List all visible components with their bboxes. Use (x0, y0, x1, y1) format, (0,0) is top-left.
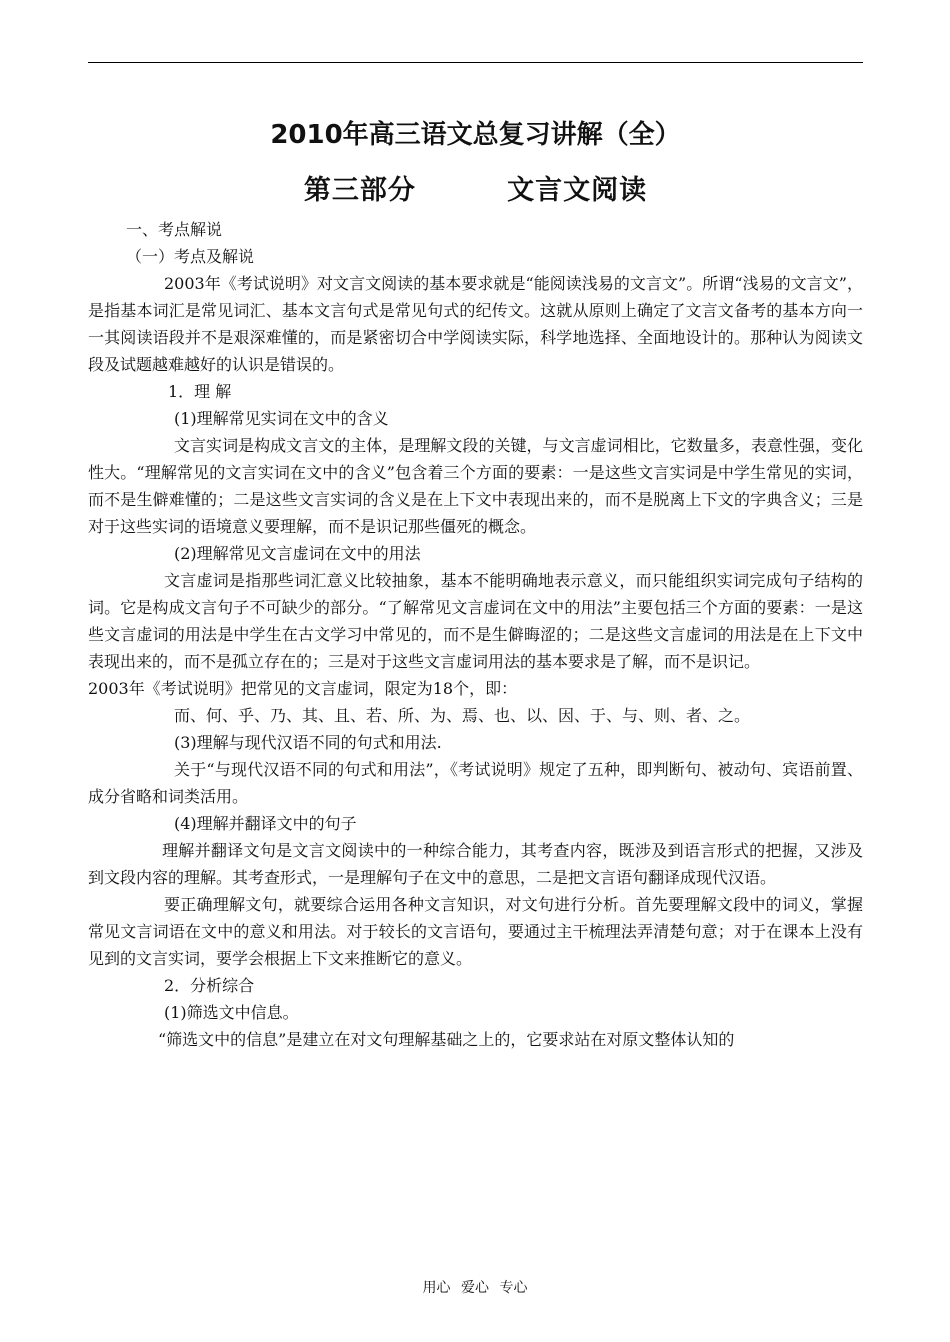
paragraph-content-words: 文言实词是构成文言文的主体，是理解文段的关键，与文言虚词相比，它数量多，表意性强，变化性大。“理解常见的文言实词在文中的含义”包含着三个方面的要素：一是这些文言实词是中学生常见的实词，而不是生僻难懂的；二是这些文言实词的含义是在上下文中表现出来的，而不是脱离上下文的字典含义；三是对于这些实词的语境意义要理解，而不是识记那些僵死的概念。 (88, 436, 863, 536)
part-title: 第三部分 文言文阅读 (303, 175, 648, 206)
subsection-heading: （一）考点及解说 (126, 247, 255, 266)
paragraph-function-words: 文言虚词是指那些词汇意义比较抽象，基本不能明确地表示意义，而只能组织实词完成句子结构的词。它是构成文言句子不可缺少的部分。“了解常见文言虚词在文中的用法”主要包括三个方面的要素：一是这些文言虚词的用法是中学生在古文学习中常见的，而不是生僻晦涩的；二是这些文言虚词的用法是在上下文中表现出来的，而不是孤立存在的；三是对于这些文言虚词用法的基本要求是了解，而不是识记。 (88, 571, 863, 671)
paragraph-translation-1: 理解并翻译文句是文言文阅读中的一种综合能力，其考查内容，既涉及到语言形式的把握，又涉及到文段内容的理解。其考查形式，一是理解句子在文中的意思，二是把文言语句翻译成现代汉语。 (88, 841, 863, 887)
page-footer: 用心 爱心 专心 (422, 1280, 528, 1296)
subheading-translation: (4)理解并翻译文中的句子 (174, 814, 357, 833)
heading-analysis: 2．分析综合 (164, 976, 255, 995)
paragraph-sentence-patterns: 关于“与现代汉语不同的句式和用法”，《考试说明》规定了五种，即判断句、被动句、宾语前置、成分省略和词类活用。 (88, 760, 863, 806)
subheading-content-words: (1)理解常见实词在文中的含义 (174, 409, 389, 428)
subheading-filter-info: (1)筛选文中信息。 (164, 1003, 299, 1022)
document-title: 2010年高三语文总复习讲解（全） (270, 120, 681, 150)
paragraph-translation-2: 要正确理解文句，就要综合运用各种文言知识，对文句进行分析。首先要理解文段中的词义，掌握常见文言词语在文中的意义和用法。对于较长的文言语句，要通过主干梳理法弄清楚句意；对于在课本上没有见到的文言实词，要学会根据上下文来推断它的意义。 (88, 895, 863, 968)
subheading-function-words: (2)理解常见文言虚词在文中的用法 (174, 544, 421, 563)
paragraph-filter-info: “筛选文中的信息”是建立在对文句理解基础之上的，它要求站在对原文整体认知的 (158, 1030, 735, 1049)
section-heading: 一、考点解说 (126, 220, 223, 239)
line-function-words-count: 2003年《考试说明》把常见的文言虚词，限定为18个，即： (88, 679, 518, 698)
heading-understanding: 1．理 解 (168, 382, 232, 401)
header-rule (88, 62, 863, 63)
line-function-words-list: 而、何、乎、乃、其、且、若、所、为、焉、也、以、因、于、与、则、者、之。 (174, 706, 751, 725)
subheading-sentence-patterns: (3)理解与现代汉语不同的句式和用法. (174, 733, 442, 752)
page-content (88, 112, 863, 1053)
paragraph-intro: 2003年《考试说明》对文言文阅读的基本要求就是“能阅读浅易的文言文”。所谓“浅易的文言文”，是指基本词汇是常见词汇、基本文言句式是常见句式的纪传文。这就从原则上确定了文言文备考的基本方向一一其阅读语段并不是艰深难懂的，而是紧密切合中学阅读实际，科学地选择、全面地设计的。那种认为阅读文段及试题越难越好的认识是错误的。 (88, 274, 863, 374)
